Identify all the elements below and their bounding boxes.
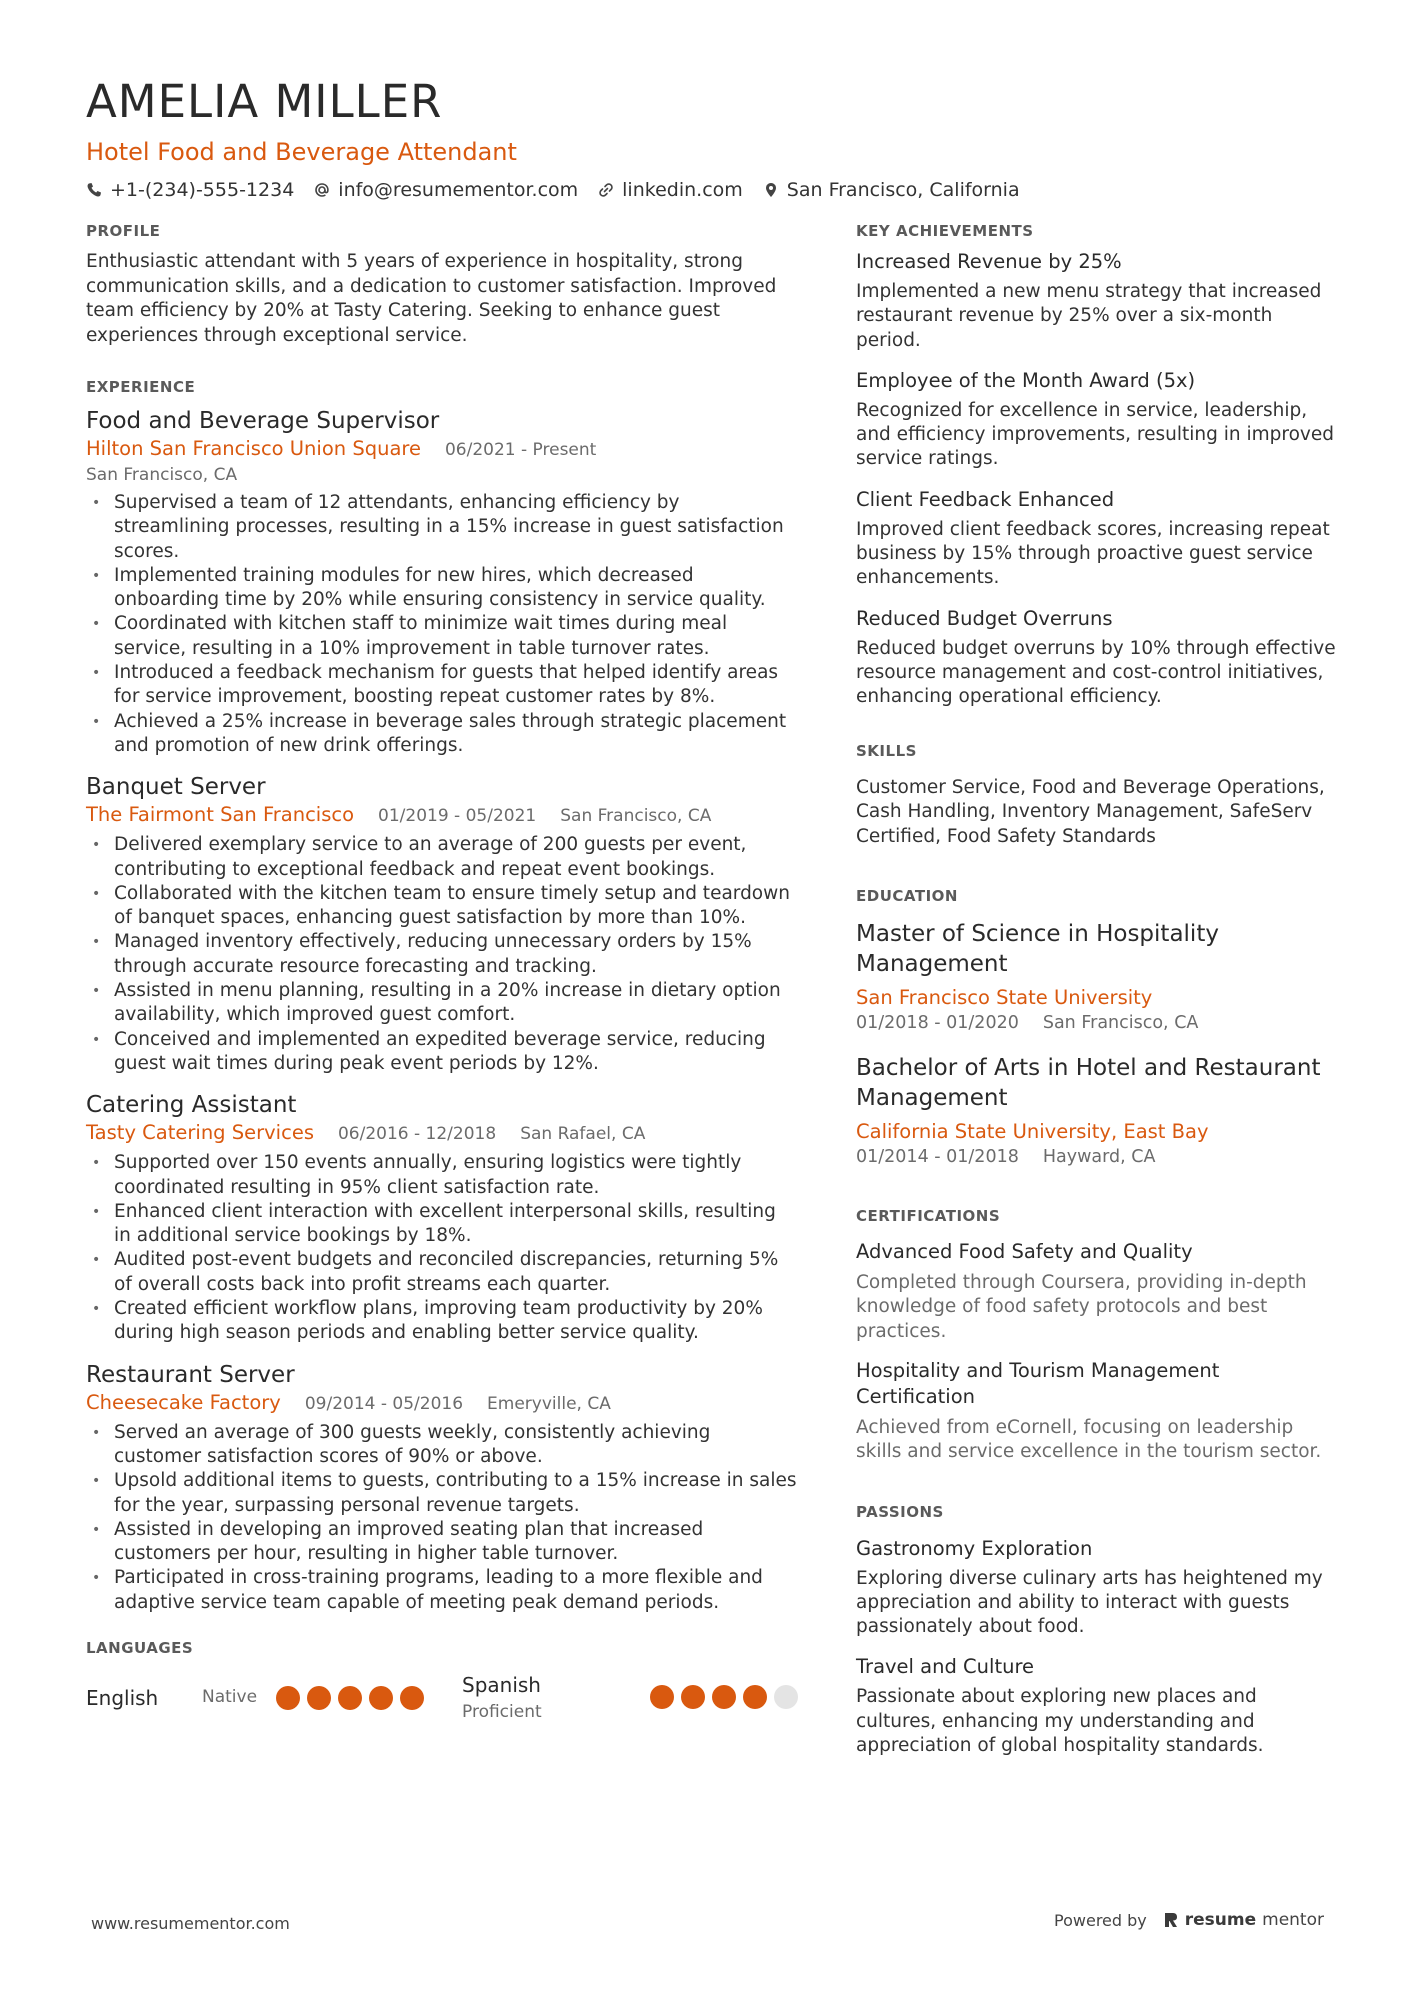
passion-item bbox=[856, 1535, 1336, 1640]
section-heading-experience: EXPERIENCE bbox=[86, 378, 196, 396]
section-heading-skills: SKILLS bbox=[856, 741, 917, 760]
location-text: San Francisco, California bbox=[786, 179, 1020, 201]
job-location: San Francisco, CA bbox=[560, 806, 712, 827]
language-level: Native bbox=[202, 1686, 258, 1707]
phone-icon bbox=[86, 182, 102, 198]
resumementor-logo-icon bbox=[1163, 1911, 1179, 1929]
achievement-title: Reduced Budget Overruns bbox=[856, 606, 1113, 630]
achievement-title: Client Feedback Enhanced bbox=[856, 487, 1115, 511]
certification-item bbox=[856, 1239, 1336, 1344]
achievement-desc: Implemented a new menu strategy that increased restaurant revenue by 25% over a six-month period. bbox=[856, 281, 1322, 351]
job-location: San Rafael, CA bbox=[520, 1124, 646, 1145]
certifications-section bbox=[856, 1203, 1336, 1464]
language-name: Spanish bbox=[462, 1672, 541, 1697]
achievement-title: Increased Revenue by 25% bbox=[856, 250, 1122, 273]
language-english bbox=[86, 1684, 462, 1712]
education-location: Hayward, CA bbox=[1042, 1147, 1156, 1168]
bullet-item: • Introduced a feedback mechanism for guests that helped identify areas for service improvement, boosting repeat customer rates by 8%. bbox=[86, 661, 798, 710]
section-heading-passions: PASSIONS bbox=[856, 1502, 944, 1521]
language-level: Proficient bbox=[462, 1701, 542, 1722]
company-name: Tasty Catering Services bbox=[86, 1121, 314, 1145]
certification-title: Advanced Food Safety and Quality bbox=[856, 1240, 1193, 1264]
school-name: San Francisco State University bbox=[856, 986, 1153, 1010]
certification-title: Hospitality and Tourism Management Certification bbox=[856, 1358, 1220, 1408]
language-text-block bbox=[462, 1671, 650, 1725]
contact-location bbox=[763, 176, 1020, 204]
section-heading-certifications: CERTIFICATIONS bbox=[856, 1207, 1001, 1226]
skills-section bbox=[856, 738, 1336, 850]
achievement-item bbox=[856, 605, 1336, 710]
bullet-item: • Assisted in menu planning, resulting in a 20% increase in dietary option availability, which improved guest comfort. bbox=[86, 979, 798, 1028]
job-meta bbox=[86, 436, 798, 463]
bullet-item: • Supported over 150 events annually, ensuring logistics were tightly coordinated resulting in 95% client satisfaction rate. bbox=[86, 1151, 798, 1200]
section-heading-achievements: KEY ACHIEVEMENTS bbox=[856, 222, 1034, 240]
passion-title: Travel and Culture bbox=[856, 1655, 1035, 1679]
job-entry bbox=[86, 1090, 798, 1345]
rating-dot-filled bbox=[681, 1685, 705, 1709]
job-dates: 01/2019 - 05/2021 bbox=[378, 806, 537, 827]
bullet-item: • Created efficient workflow plans, improving team productivity by 20% during high season periods and enabling better service quality. bbox=[86, 1297, 798, 1346]
at-icon bbox=[314, 182, 330, 198]
company-name: Hilton San Francisco Union Square bbox=[86, 437, 421, 460]
job-role: Restaurant Server bbox=[86, 1361, 295, 1388]
contact-phone bbox=[86, 176, 294, 204]
passions-section bbox=[856, 1499, 1336, 1759]
education-dates: 01/2014 - 01/2018 bbox=[856, 1147, 1019, 1168]
languages-section bbox=[86, 1635, 798, 1725]
company-name: The Fairmont San Francisco bbox=[86, 803, 355, 827]
rating-dot-filled bbox=[712, 1685, 736, 1709]
achievement-list bbox=[856, 248, 1336, 710]
language-list bbox=[86, 1671, 798, 1725]
bullet-item: • Implemented training modules for new hires, which decreased onboarding time by 20% while ensuring consistency in service quality. bbox=[86, 564, 798, 613]
candidate-name: AMELIA MILLER bbox=[86, 75, 443, 128]
job-entry bbox=[86, 772, 798, 1076]
bullet-list bbox=[86, 1421, 798, 1615]
profile-text: Enthusiastic attendant with 5 years of experience in hospitality, strong communication skills, and a dedication to customer satisfaction. Improved team efficiency by 20% at Tasty Catering. Seeking to enhance guest experiences through exceptional service. bbox=[86, 251, 777, 346]
profile-section bbox=[86, 218, 798, 348]
passion-desc: Exploring diverse culinary arts has heightened my appreciation and ability to interact with guests passionately about food. bbox=[856, 1567, 1323, 1638]
job-location: San Francisco, CA bbox=[86, 465, 238, 485]
achievement-desc: Recognized for excellence in service, leadership, and efficiency improvements, resulting in improved service ratings. bbox=[856, 399, 1334, 470]
powered-by-text: Powered by bbox=[1054, 1910, 1147, 1930]
header bbox=[86, 74, 1326, 204]
job-location: Emeryville, CA bbox=[487, 1393, 611, 1414]
job-dates: 06/2016 - 12/2018 bbox=[337, 1124, 497, 1145]
footer-branding bbox=[1054, 1910, 1324, 1930]
certification-desc: Completed through Coursera, providing in-depth knowledge of food safety protocols and best practices. bbox=[856, 1272, 1307, 1342]
experience-section bbox=[86, 374, 798, 1615]
rating-dots bbox=[276, 1686, 424, 1710]
bullet-item: • Participated in cross-training programs, leading to a more flexible and adaptive service team capable of meeting peak demand periods. bbox=[86, 1566, 798, 1615]
education-location: San Francisco, CA bbox=[1042, 1013, 1199, 1034]
job-meta bbox=[86, 1390, 798, 1417]
brand-logo[interactable] bbox=[1163, 1910, 1324, 1930]
education-section bbox=[856, 883, 1336, 1169]
passion-title: Gastronomy Exploration bbox=[856, 1536, 1093, 1560]
bullet-item: • Upsold additional items to guests, contributing to a 15% increase in sales for the year, surpassing personal revenue targets. bbox=[86, 1469, 798, 1518]
passion-list bbox=[856, 1535, 1336, 1759]
bullet-item: • Conceived and implemented an expedited beverage service, reducing guest wait times during peak event periods by 12%. bbox=[86, 1028, 798, 1077]
achievement-item bbox=[856, 248, 1336, 353]
certification-desc: Achieved from eCornell, focusing on leadership skills and service excellence in the tourism sector. bbox=[856, 1416, 1322, 1463]
job-entry bbox=[86, 1360, 798, 1615]
degree-name: Bachelor of Arts in Hotel and Restaurant Management bbox=[856, 1055, 1321, 1112]
left-column bbox=[86, 218, 798, 1725]
rating-dots bbox=[650, 1685, 798, 1709]
bullet-list bbox=[86, 491, 798, 758]
job-list bbox=[86, 406, 798, 1615]
job-dates: 09/2014 - 05/2016 bbox=[304, 1393, 464, 1414]
achievement-desc: Reduced budget overruns by 10% through effective resource management and cost-control initiatives, enhancing operational efficiency. bbox=[856, 637, 1336, 708]
language-spanish bbox=[462, 1671, 798, 1725]
bullet-item: • Served an average of 300 guests weekly, consistently achieving customer satisfaction scores of 90% or above. bbox=[86, 1421, 798, 1470]
linkedin-text: linkedin.com bbox=[622, 179, 743, 201]
section-heading-profile: PROFILE bbox=[86, 222, 161, 240]
right-column bbox=[856, 218, 1336, 1758]
rating-dot-filled bbox=[276, 1686, 300, 1710]
rating-dot-filled bbox=[650, 1685, 674, 1709]
email-text: info@resumementor.com bbox=[338, 179, 579, 201]
rating-dot-filled bbox=[743, 1685, 767, 1709]
certification-list bbox=[856, 1239, 1336, 1464]
rating-dot-filled bbox=[307, 1686, 331, 1710]
brand-name-bold: resume bbox=[1184, 1910, 1257, 1930]
language-name: English bbox=[86, 1685, 159, 1710]
bullet-item: • Assisted in developing an improved seating plan that increased customers per hour, resulting in higher table turnover. bbox=[86, 1518, 798, 1567]
link-icon bbox=[598, 182, 614, 198]
skills-text: Customer Service, Food and Beverage Operations, Cash Handling, Inventory Management, SafeServ Certified, Food Safety Standards bbox=[856, 776, 1325, 847]
contact-bar bbox=[86, 176, 1326, 204]
contact-linkedin[interactable] bbox=[598, 176, 743, 204]
degree-name: Master of Science in Hospitality Management bbox=[856, 921, 1219, 978]
bullet-item: • Managed inventory effectively, reducing unnecessary orders by 15% through accurate resource forecasting and tracking. bbox=[86, 930, 798, 979]
job-role: Catering Assistant bbox=[86, 1092, 297, 1119]
achievement-item bbox=[856, 367, 1336, 472]
job-meta bbox=[86, 802, 798, 829]
footer-website[interactable]: www.resumementor.com bbox=[91, 1914, 290, 1933]
bullet-item: • Coordinated with kitchen staff to minimize wait times during meal service, resulting in a 10% improvement in table turnover rates. bbox=[86, 612, 798, 661]
achievements-section bbox=[856, 218, 1336, 710]
passion-desc: Passionate about exploring new places and cultures, enhancing my understanding and appreciation of global hospitality standards. bbox=[856, 1686, 1264, 1757]
location-pin-icon bbox=[763, 182, 779, 198]
section-heading-languages: LANGUAGES bbox=[86, 1638, 194, 1657]
rating-dot-empty bbox=[774, 1685, 798, 1709]
education-dates: 01/2018 - 01/2020 bbox=[856, 1013, 1019, 1034]
brand-name-light: mentor bbox=[1262, 1910, 1324, 1930]
phone-text: +1-(234)-555-1234 bbox=[110, 179, 295, 201]
job-role: Banquet Server bbox=[86, 774, 266, 801]
job-title: Hotel Food and Beverage Attendant bbox=[86, 138, 517, 166]
rating-dot-filled bbox=[400, 1686, 424, 1710]
contact-email[interactable] bbox=[314, 176, 578, 204]
education-item bbox=[856, 919, 1336, 1035]
job-role: Food and Beverage Supervisor bbox=[86, 408, 440, 434]
rating-dot-filled bbox=[338, 1686, 362, 1710]
company-name: Cheesecake Factory bbox=[86, 1390, 281, 1414]
bullet-list bbox=[86, 1151, 798, 1345]
education-list bbox=[856, 919, 1336, 1169]
achievement-desc: Improved client feedback scores, increasing repeat business by 15% through proactive guest service enhancements. bbox=[856, 518, 1330, 589]
certification-item bbox=[856, 1358, 1336, 1465]
bullet-item: • Delivered exemplary service to an average of 200 guests per event, contributing to exceptional feedback and repeat event bookings. bbox=[86, 833, 798, 882]
bullet-item: • Supervised a team of 12 attendants, enhancing efficiency by streamlining processes, resulting in a 15% increase in guest satisfaction scores. bbox=[86, 491, 798, 564]
section-heading-education: EDUCATION bbox=[856, 887, 958, 906]
education-meta bbox=[856, 1011, 1336, 1035]
achievement-item bbox=[856, 486, 1336, 591]
rating-dot-filled bbox=[369, 1686, 393, 1710]
education-meta bbox=[856, 1145, 1336, 1169]
bullet-item: • Achieved a 25% increase in beverage sales through strategic placement and promotion of new drink offerings. bbox=[86, 710, 798, 759]
school-name: California State University, East Bay bbox=[856, 1120, 1209, 1144]
achievement-title: Employee of the Month Award (5x) bbox=[856, 368, 1196, 392]
job-meta bbox=[86, 1120, 798, 1147]
job-entry bbox=[86, 406, 798, 758]
bullet-list bbox=[86, 833, 798, 1076]
education-item bbox=[856, 1053, 1336, 1169]
passion-item bbox=[856, 1653, 1336, 1758]
job-dates: 06/2021 - Present bbox=[444, 440, 597, 460]
bullet-item: • Enhanced client interaction with excellent interpersonal skills, resulting in additional service bookings by 18%. bbox=[86, 1200, 798, 1249]
bullet-item: • Audited post-event budgets and reconciled discrepancies, returning 5% of overall costs back into profit streams each quarter. bbox=[86, 1248, 798, 1297]
bullet-item: • Collaborated with the kitchen team to ensure timely setup and teardown of banquet spaces, enhancing guest satisfaction by more than 10%. bbox=[86, 882, 798, 931]
